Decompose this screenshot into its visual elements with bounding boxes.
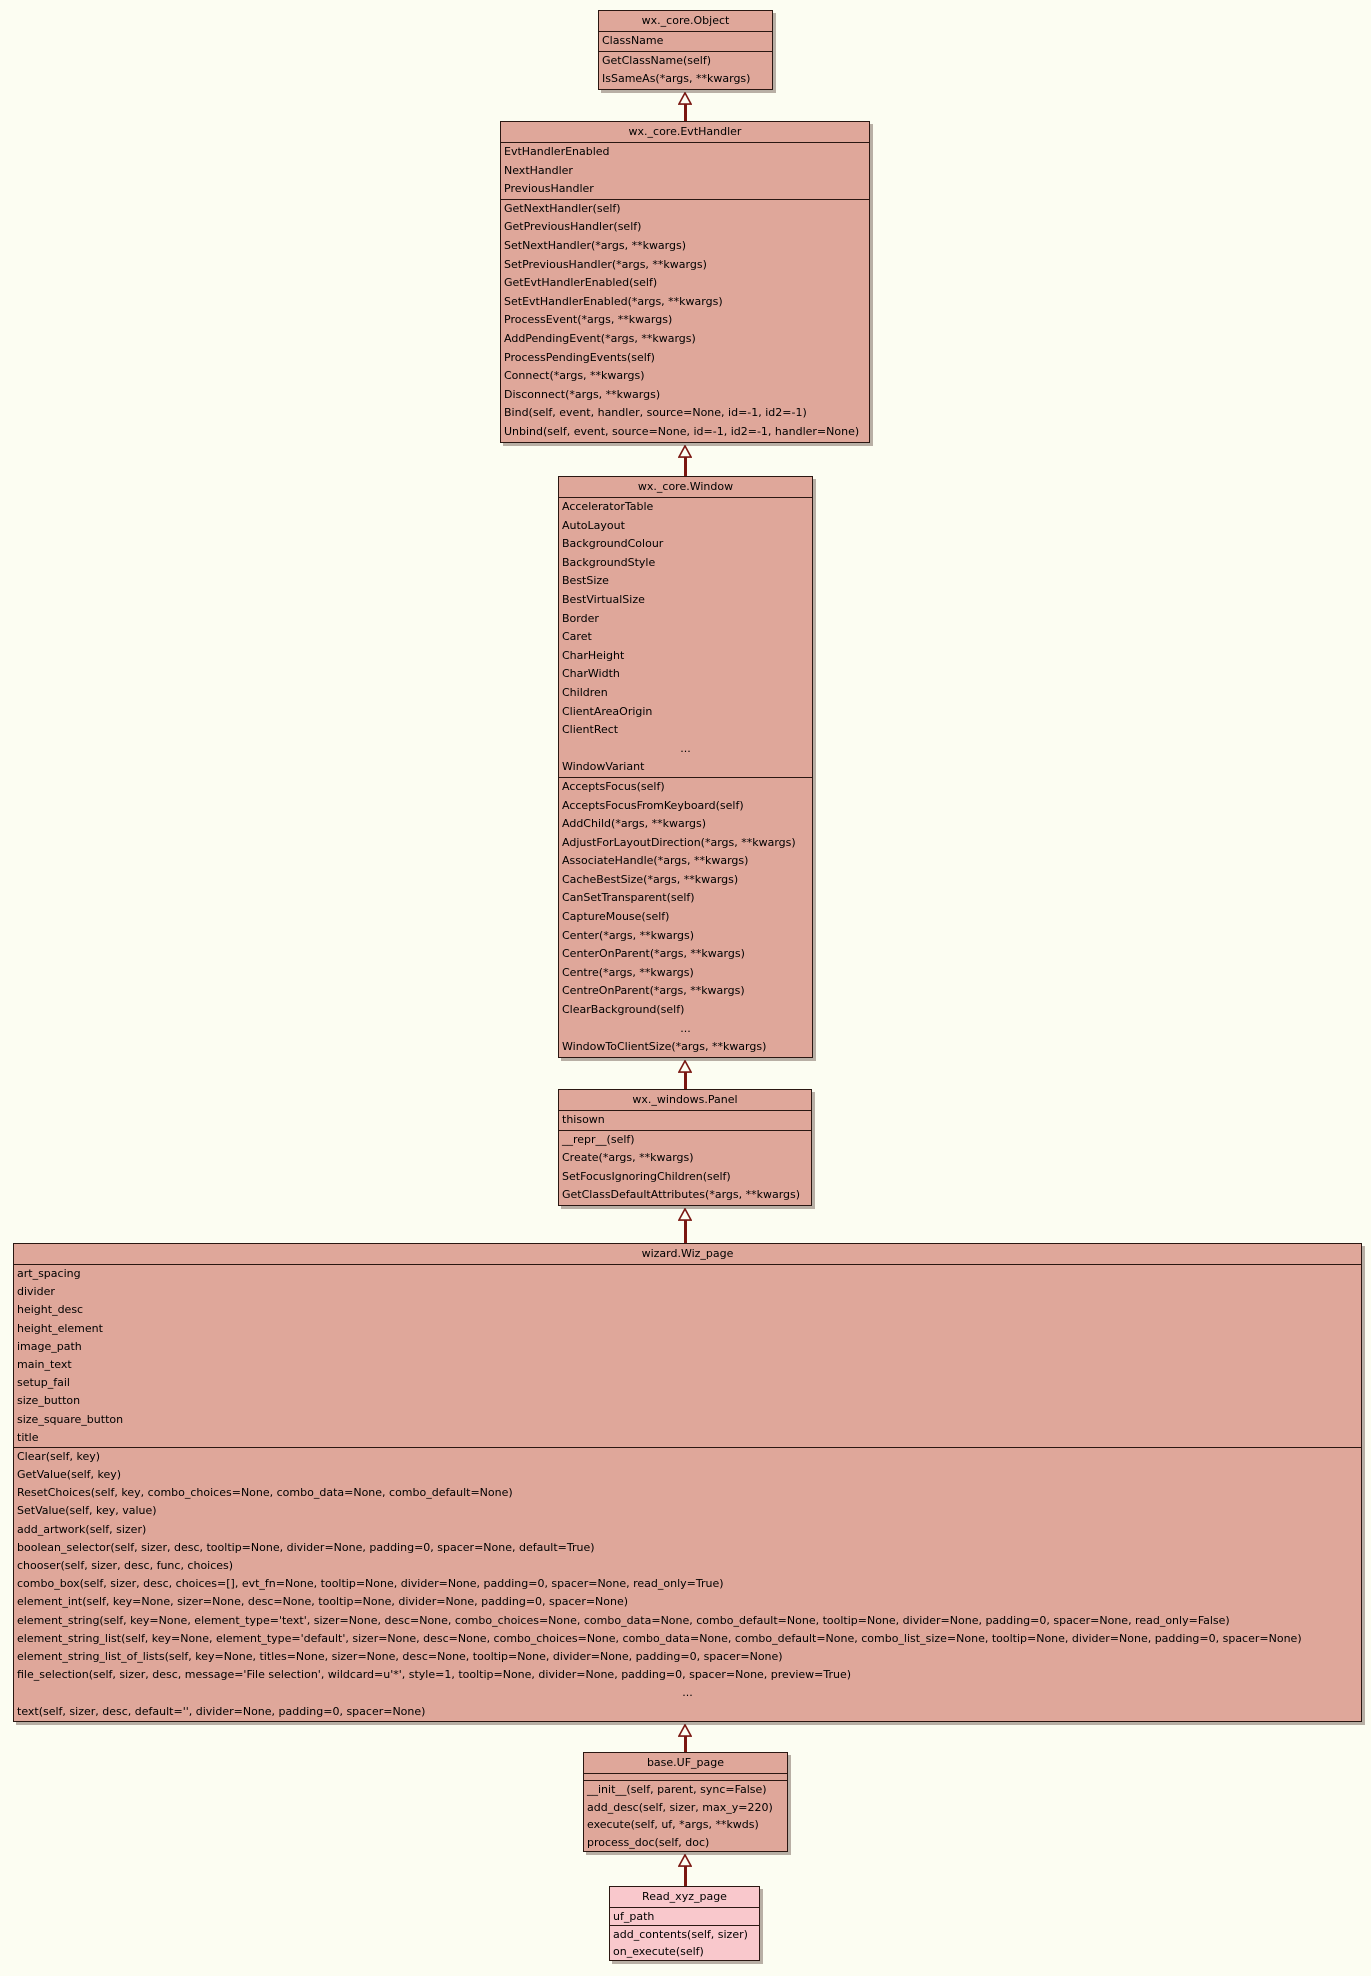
method-row: Center(*args, **kwargs) (562, 928, 695, 942)
class-box-wx-windows-panel (558, 1089, 812, 1206)
method-row: SetEvtHandlerEnabled(*args, **kwargs) (504, 294, 723, 308)
method-row: Disconnect(*args, **kwargs) (504, 387, 661, 401)
method-row: add_desc(self, sizer, max_y=220) (587, 1800, 773, 1814)
class-title: wizard.Wiz_page (14, 1244, 1361, 1265)
class-attributes (559, 1111, 811, 1130)
class-box-wx-core-window (558, 476, 813, 1058)
attribute-row: size_square_button (17, 1412, 124, 1426)
inheritance-edge-evthandler-object (678, 92, 692, 121)
attribute-row: title (17, 1430, 39, 1444)
method-row: on_execute(self) (613, 1945, 704, 1958)
edge-line (684, 1736, 687, 1752)
method-row: element_string_list(self, key=None, element_type='default', sizer=None, desc=None, combo_choices=None, combo_data=None, combo_default=None, combo_list_size=None, tooltip=None, divider=None, padding=0, spacer=None) (17, 1631, 1302, 1645)
method-row: Create(*args, **kwargs) (562, 1151, 694, 1165)
attribute-row: height_element (17, 1321, 103, 1335)
method-row: SetFocusIgnoringChildren(self) (562, 1169, 731, 1183)
method-row: SetNextHandler(*args, **kwargs) (504, 238, 687, 252)
edge-line (684, 1866, 687, 1886)
edge-line (684, 104, 687, 121)
method-row: ProcessPendingEvents(self) (504, 350, 655, 364)
attribute-row: ... (680, 741, 691, 755)
attribute-row: BackgroundStyle (562, 555, 656, 569)
method-row: GetClassDefaultAttributes(*args, **kwargs) (562, 1188, 801, 1202)
attribute-row: Caret (562, 630, 592, 644)
attribute-row: uf_path (613, 1910, 655, 1923)
attribute-row: EvtHandlerEnabled (504, 145, 610, 158)
method-row: AddChild(*args, **kwargs) (562, 817, 707, 831)
method-row: SetValue(self, key, value) (17, 1504, 157, 1518)
method-row: IsSameAs(*args, **kwargs) (602, 72, 751, 86)
method-row: Unbind(self, event, source=None, id=-1, id2=-1, handler=None) (504, 424, 860, 438)
attribute-row: Children (562, 685, 608, 699)
method-row: ProcessEvent(*args, **kwargs) (504, 313, 673, 327)
attribute-row: divider (17, 1285, 55, 1299)
method-row: ClearBackground(self) (562, 1003, 685, 1017)
attribute-row: ClientRect (562, 723, 619, 737)
method-row: ResetChoices(self, key, combo_choices=None, combo_data=None, combo_default=None) (17, 1486, 513, 1500)
attribute-row: CharHeight (562, 648, 625, 662)
method-row: AcceptsFocusFromKeyboard(self) (562, 798, 744, 812)
method-row: GetEvtHandlerEnabled(self) (504, 276, 658, 290)
class-attributes (599, 32, 772, 51)
class-box-wx-core-evthandler (500, 121, 870, 443)
attribute-row: BestSize (562, 574, 609, 588)
method-row: CentreOnParent(*args, **kwargs) (562, 984, 745, 998)
class-attributes (14, 1265, 1361, 1447)
method-row: text(self, sizer, desc, default='', divider=None, padding=0, spacer=None) (17, 1704, 426, 1718)
method-row: CacheBestSize(*args, **kwargs) (562, 872, 739, 886)
attribute-row: BackgroundColour (562, 537, 664, 551)
class-methods (559, 1130, 811, 1205)
inheritance-edge-wizpage-panel (678, 1208, 692, 1243)
class-box-wx-core-object (598, 10, 773, 90)
method-row: Clear(self, key) (17, 1449, 101, 1463)
method-row: SetPreviousHandler(*args, **kwargs) (504, 257, 707, 271)
method-row: __repr__(self) (562, 1132, 635, 1146)
attribute-row: setup_fail (17, 1376, 70, 1390)
class-attributes (501, 143, 869, 199)
attribute-row: image_path (17, 1339, 82, 1353)
method-row: CaptureMouse(self) (562, 910, 670, 924)
attribute-row: WindowVariant (562, 760, 645, 774)
attribute-row: AcceleratorTable (562, 500, 654, 513)
method-row: add_contents(self, sizer) (613, 1928, 748, 1941)
method-row: process_doc(self, doc) (587, 1835, 710, 1849)
attribute-row: BestVirtualSize (562, 592, 645, 606)
method-row: add_artwork(self, sizer) (17, 1522, 147, 1536)
attribute-row: ClassName (602, 34, 664, 47)
attribute-row: ClientAreaOrigin (562, 704, 653, 718)
method-row: boolean_selector(self, sizer, desc, tooltip=None, divider=None, padding=0, spacer=None, default=True) (17, 1540, 595, 1554)
method-row: chooser(self, sizer, desc, func, choices) (17, 1559, 234, 1572)
class-box-read-xyz-page (609, 1886, 760, 1961)
method-row: element_int(self, key=None, sizer=None, desc=None, tooltip=None, divider=None, padding=0, spacer=None) (17, 1595, 629, 1609)
method-row: element_string(self, key=None, element_type='text', sizer=None, desc=None, combo_choices=None, combo_data=None, combo_default=None, tooltip=None, divider=None, padding=0, spacer=None, read_only=False) (17, 1613, 1230, 1627)
inheritance-edge-window-evthandler (678, 445, 692, 476)
inheritance-edge-panel-window (678, 1060, 692, 1089)
attribute-row: PreviousHandler (504, 182, 594, 196)
attribute-row: art_spacing (17, 1267, 81, 1280)
class-methods (584, 1780, 787, 1851)
class-attributes (559, 498, 812, 777)
attribute-row: NextHandler (504, 163, 573, 177)
method-row: __init__(self, parent, sync=False) (587, 1783, 767, 1796)
class-title: Read_xyz_page (610, 1887, 759, 1908)
attribute-row: CharWidth (562, 667, 620, 681)
class-title: wx._core.Window (559, 477, 812, 498)
class-methods (14, 1447, 1361, 1721)
edge-line (684, 457, 687, 476)
class-title: wx._windows.Panel (559, 1090, 811, 1111)
method-row: CenterOnParent(*args, **kwargs) (562, 947, 745, 961)
method-row: CanSetTransparent(self) (562, 891, 695, 905)
class-methods (559, 777, 812, 1057)
method-row: element_string_list_of_lists(self, key=None, titles=None, sizer=None, desc=None, tooltip=None, divider=None, padding=0, spacer=None) (17, 1649, 783, 1663)
method-row: GetPreviousHandler(self) (504, 220, 642, 234)
method-row: Bind(self, event, handler, source=None, id=-1, id2=-1) (504, 406, 807, 420)
class-methods (599, 51, 772, 89)
class-methods (610, 1925, 759, 1960)
method-row: ... (680, 1021, 691, 1035)
class-title: wx._core.EvtHandler (501, 122, 869, 143)
attribute-row: Border (562, 611, 599, 625)
method-row: GetClassName(self) (602, 53, 712, 67)
inheritance-edge-ufpage-wizpage (678, 1724, 692, 1752)
attribute-row: size_button (17, 1394, 81, 1408)
attribute-row: height_desc (17, 1303, 84, 1317)
method-row: AcceptsFocus(self) (562, 779, 665, 793)
method-row: Centre(*args, **kwargs) (562, 965, 694, 979)
class-title: wx._core.Object (599, 11, 772, 32)
method-row: execute(self, uf, *args, **kwds) (587, 1818, 759, 1831)
method-row: AdjustForLayoutDirection(*args, **kwargs) (562, 835, 796, 849)
attribute-row: thisown (562, 1113, 605, 1126)
inheritance-edge-readxyz-ufpage (678, 1854, 692, 1886)
class-box-wizard-wiz-page (13, 1243, 1362, 1722)
attribute-row: AutoLayout (562, 518, 625, 532)
class-attributes (610, 1908, 759, 1925)
method-row: file_selection(self, sizer, desc, message='File selection', wildcard=u'*', style=1, tooltip=None, divider=None, padding=0, spacer=None, preview=True) (17, 1668, 852, 1682)
method-row: combo_box(self, sizer, desc, choices=[], evt_fn=None, tooltip=None, divider=None, padding=0, spacer=None, read_only=True) (17, 1577, 724, 1591)
edge-line (684, 1072, 687, 1089)
class-box-base-uf-page (583, 1752, 788, 1852)
edge-line (684, 1220, 687, 1243)
method-row: GetValue(self, key) (17, 1468, 122, 1482)
attribute-row: main_text (17, 1357, 72, 1371)
method-row: AssociateHandle(*args, **kwargs) (562, 854, 749, 868)
class-methods (501, 199, 869, 442)
class-title: base.UF_page (584, 1753, 787, 1774)
method-row: AddPendingEvent(*args, **kwargs) (504, 331, 696, 345)
method-row: WindowToClientSize(*args, **kwargs) (562, 1040, 767, 1054)
method-row: GetNextHandler(self) (504, 201, 621, 215)
method-row: Connect(*args, **kwargs) (504, 369, 645, 383)
method-row: ... (682, 1686, 693, 1700)
